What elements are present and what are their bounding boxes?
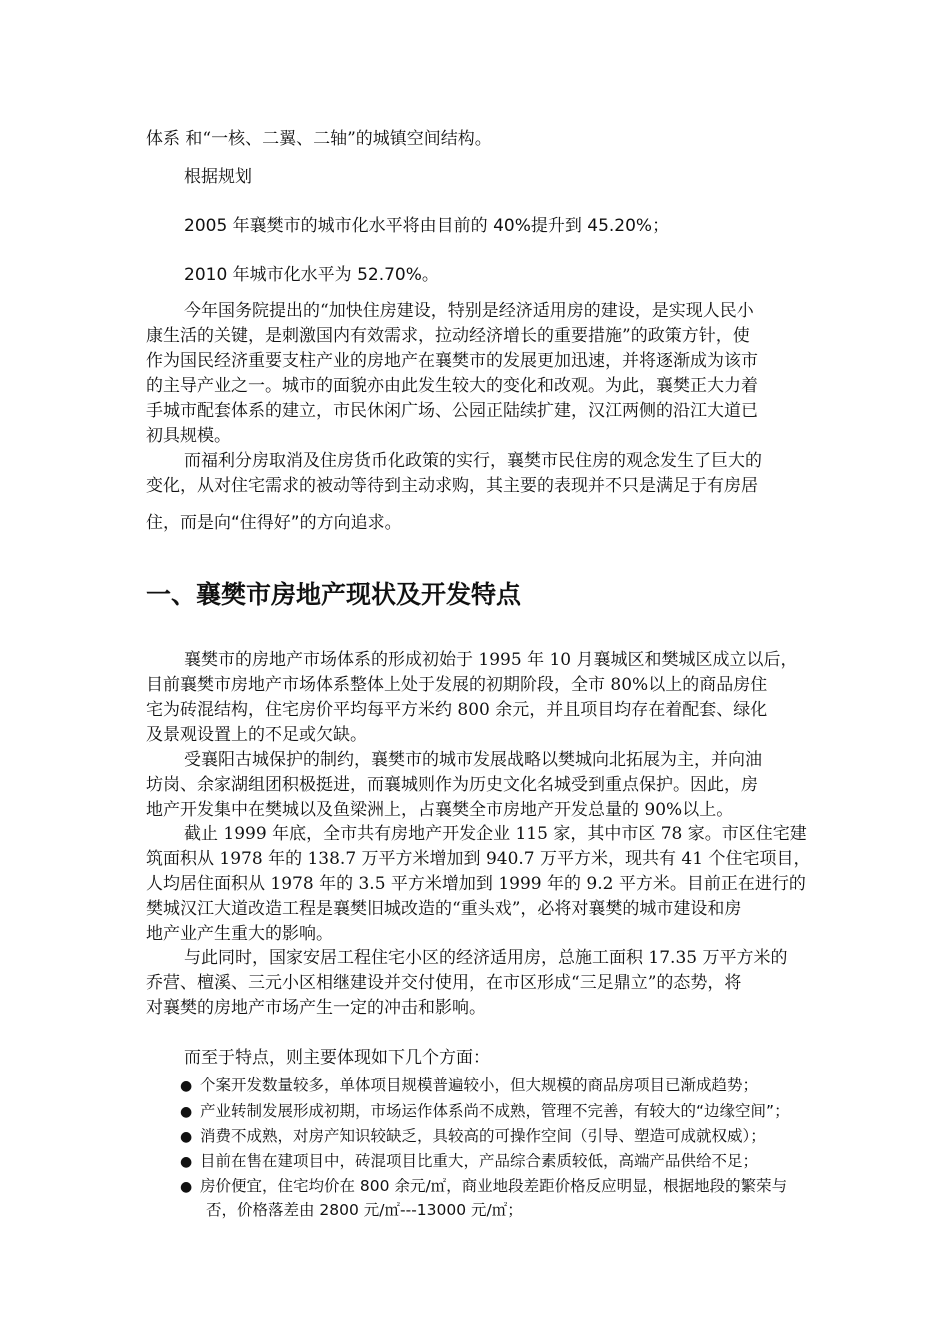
section-heading: 一、襄樊市房地产现状及开发特点 [146,580,522,609]
bullet-icon: ● [180,1179,193,1195]
paragraph-line [146,511,402,536]
plan-2005: 2005 年襄樊市的城市化水平将由目前的 40%提升到 45.20%； [184,216,670,236]
paragraph-line: 与此同时，国家安居工程住宅小区的经济适用房，总施工面积 17.35 万平方米的 [184,948,788,968]
bullet-icon: ● [180,1154,193,1170]
plan-2010: 2010 年城市化水平为 52.70%。 [184,265,439,285]
paragraph-line: 地产业产生重大的影响。 [146,924,333,944]
paragraph-line: 的主导产业之一。城市的面貌亦由此发生较大的变化和改观。为此，襄樊正大力着 [146,376,758,396]
emphasis-text: “住得好” [231,513,300,533]
bullet-icon: ● [180,1078,193,1094]
paragraph-line: 宅为砖混结构，住宅房价平均每平方米约 800 余元，并且项目均存在着配套、绿化 [146,700,768,720]
list-item-text: 目前在售在建项目中，砖混项目比重大，产品综合素质较低，高端产品供给不足； [200,1152,759,1170]
paragraph-line: 初具规模。 [146,426,231,446]
intro-line: 体系 和“一核、二翼、二轴”的城镇空间结构。 [146,129,492,149]
paragraph-line: 手城市配套体系的建立，市民休闲广场、公园正陆续扩建，汉江两侧的沿江大道已 [146,401,758,421]
text-run: 住，而是向 [146,513,231,533]
paragraph-line: 截止 1999 年底，全市共有房地产开发企业 115 家，其中市区 78 家。市区住宅建 [184,824,807,844]
paragraph-line: 筑面积从 1978 年的 138.7 万平方米增加到 940.7 万平方米，现共有 41 个住宅项目， [146,849,811,869]
paragraph-line: 而福利分房取消及住房货币化政策的实行，襄樊市民住房的观念发生了巨大的 [184,451,762,471]
paragraph-line: 人均居住面积从 1978 年的 3.5 平方米增加到 1999 年的 9.2 平方米。目前正在进行的 [146,874,806,894]
paragraph-line: 乔营、檀溪、三元小区相继建设并交付使用，在市区形成“三足鼎立”的态势，将 [146,973,742,993]
paragraph-line: 今年国务院提出的“加快住房建设，特别是经济适用房的建设，是实现人民小 [184,301,754,321]
list-item-text: 房价便宜，住宅均价在 800 余元/㎡，商业地段差距价格反应明显，根据地段的繁荣与 [200,1177,788,1195]
list-item-text: 产业转制发展形成初期，市场运作体系尚不成熟，管理不完善，有较大的“边缘空间”； [200,1102,790,1120]
list-item [180,1099,790,1124]
paragraph-line: 受襄阳古城保护的制约，襄樊市的城市发展战略以樊城向北拓展为主，并向油 [184,750,762,770]
list-item-text: 个案开发数量较多，单体项目规模普遍较小，但大规模的商品房项目已渐成趋势； [200,1076,759,1094]
list-item [180,1124,766,1149]
list-item [180,1174,787,1199]
list-item [180,1149,758,1174]
paragraph-line: 地产开发集中在樊城以及鱼梁洲上，占襄樊全市房地产开发总量的 90%以上。 [146,800,734,820]
bullet-icon: ● [180,1129,193,1145]
paragraph-line: 目前襄樊市房地产市场体系整体上处于发展的初期阶段，全市 80%以上的商品房住 [146,675,768,695]
paragraph-line: 樊城汉江大道改造工程是襄樊旧城改造的“重头戏”，必将对襄樊的城市建设和房 [146,899,742,919]
paragraph-line: 作为国民经济重要支柱产业的房地产在襄樊市的发展更加迅速，并将逐渐成为该市 [146,351,758,371]
paragraph-line: 及景观设置上的不足或欠缺。 [146,725,367,745]
paragraph-line: 坊岗、余家湖组团积极挺进，而襄城则作为历史文化名城受到重点保护。因此，房 [146,775,758,795]
paragraph-line: 康生活的关键，是刺激国内有效需求，拉动经济增长的重要措施”的政策方针，使 [146,326,750,346]
list-item-continuation: 否，价格落差由 2800 元/㎡---13000 元/㎡； [206,1201,523,1219]
text-run: 的方向追求。 [299,513,402,533]
list-item [180,1073,758,1098]
paragraph-line: 变化，从对住宅需求的被动等待到主动求购，其主要的表现并不只是满足于有房居 [146,476,758,496]
paragraph-line: 襄樊市的房地产市场体系的形成初始于 1995 年 10 月襄城区和樊城区成立以后， [184,650,798,670]
list-item-text: 消费不成熟，对房产知识较缺乏，具较高的可操作空间（引导、塑造可成就权威）； [200,1127,766,1145]
plan-label: 根据规划 [184,167,252,187]
features-intro: 而至于特点，则主要体现如下几个方面： [184,1048,490,1068]
bullet-icon: ● [180,1104,193,1120]
paragraph-line: 对襄樊的房地产市场产生一定的冲击和影响。 [146,998,486,1018]
